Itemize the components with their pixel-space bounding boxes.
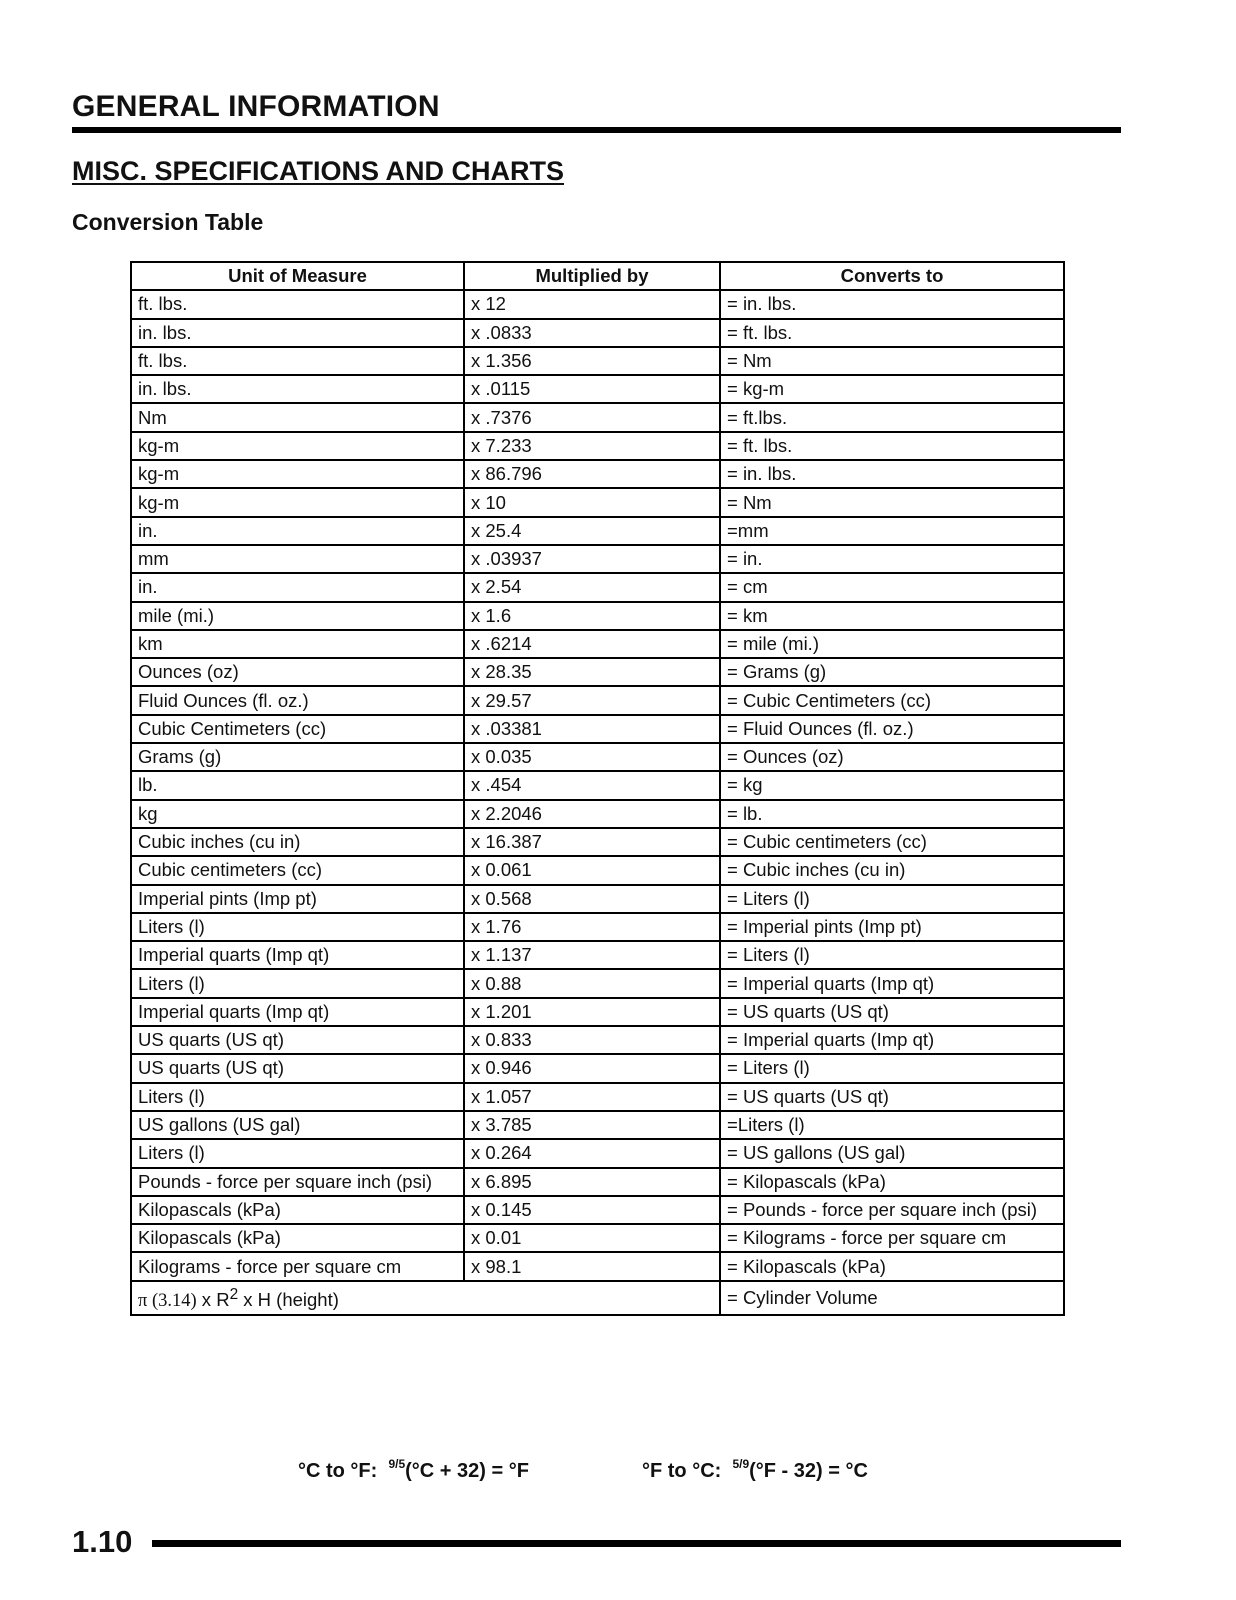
table-cell: in. [131, 573, 464, 601]
table-cell: = Kilopascals (kPa) [720, 1252, 1064, 1280]
c-to-f-formula [298, 1457, 529, 1483]
table-cell: x 0.833 [464, 1026, 720, 1054]
table-cell: Kilograms - force per square cm [131, 1252, 464, 1280]
table-cell: x .03381 [464, 715, 720, 743]
table-cell: x 16.387 [464, 828, 720, 856]
conversion-table [130, 261, 1065, 1316]
table-cell: = Liters (l) [720, 885, 1064, 913]
table-body [131, 290, 1064, 1315]
table-row [131, 743, 1064, 771]
table-cell: x 28.35 [464, 658, 720, 686]
table-row [131, 1281, 1064, 1315]
table-cell: kg-m [131, 432, 464, 460]
table-cell: = Liters (l) [720, 1054, 1064, 1082]
table-cell: Imperial quarts (Imp qt) [131, 941, 464, 969]
table-cell: = in. lbs. [720, 460, 1064, 488]
table-cell: Liters (l) [131, 1083, 464, 1111]
table-cell: = kg [720, 771, 1064, 799]
table-cell: kg [131, 800, 464, 828]
table-cell: x 2.54 [464, 573, 720, 601]
table-row [131, 1083, 1064, 1111]
table-cell: Ounces (oz) [131, 658, 464, 686]
table-row [131, 969, 1064, 997]
table-cell: x 1.137 [464, 941, 720, 969]
table-cell: = Cylinder Volume [720, 1281, 1064, 1315]
table-row [131, 828, 1064, 856]
table-cell: x 7.233 [464, 432, 720, 460]
formula-label: °F to °C: [642, 1460, 722, 1482]
table-row [131, 998, 1064, 1026]
table-cell: x .0115 [464, 375, 720, 403]
table-cell: x 0.061 [464, 856, 720, 884]
table-cell: = Fluid Ounces (fl. oz.) [720, 715, 1064, 743]
table-row [131, 432, 1064, 460]
table-cell: x 1.76 [464, 913, 720, 941]
table-cell: x 0.88 [464, 969, 720, 997]
table-cell: =mm [720, 517, 1064, 545]
table-row [131, 602, 1064, 630]
table-cell: = US quarts (US qt) [720, 1083, 1064, 1111]
table-row [131, 375, 1064, 403]
column-header: Unit of Measure [131, 262, 464, 290]
table-cell: = Pounds - force per square inch (psi) [720, 1196, 1064, 1224]
f-to-c-formula [642, 1457, 868, 1483]
table-cell: Imperial pints (Imp pt) [131, 885, 464, 913]
table-cell: =Liters (l) [720, 1111, 1064, 1139]
table-row [131, 941, 1064, 969]
table-cell: Liters (l) [131, 969, 464, 997]
table-cell: Liters (l) [131, 913, 464, 941]
table-cell: Kilopascals (kPa) [131, 1196, 464, 1224]
table-cell: = in. lbs. [720, 290, 1064, 318]
table-cell: x 0.01 [464, 1224, 720, 1252]
table-cell: x 2.2046 [464, 800, 720, 828]
table-row [131, 800, 1064, 828]
table-cell: x 0.264 [464, 1139, 720, 1167]
table-cell: = Imperial quarts (Imp qt) [720, 1026, 1064, 1054]
table-cell: Cubic centimeters (cc) [131, 856, 464, 884]
table-row [131, 460, 1064, 488]
table-row [131, 1111, 1064, 1139]
table-cell: = Imperial quarts (Imp qt) [720, 969, 1064, 997]
table-row [131, 885, 1064, 913]
table-cell: x 6.895 [464, 1168, 720, 1196]
table-cell: = Imperial pints (Imp pt) [720, 913, 1064, 941]
table-cell: US gallons (US gal) [131, 1111, 464, 1139]
pi-symbol: π (3.14) [138, 1290, 197, 1311]
table-cell: = lb. [720, 800, 1064, 828]
table-cell: km [131, 630, 464, 658]
table-row [131, 545, 1064, 573]
footer-rule [152, 1540, 1121, 1547]
exponent: 2 [229, 1285, 239, 1303]
table-cell: = Kilograms - force per square cm [720, 1224, 1064, 1252]
table-cell: x 1.057 [464, 1083, 720, 1111]
table-cell: Cubic inches (cu in) [131, 828, 464, 856]
table-cell: = Cubic inches (cu in) [720, 856, 1064, 884]
table-cell: = ft. lbs. [720, 319, 1064, 347]
table-cell: x 12 [464, 290, 720, 318]
table-row [131, 913, 1064, 941]
table-cell: Kilopascals (kPa) [131, 1224, 464, 1252]
table-row [131, 630, 1064, 658]
table-cell: = Nm [720, 347, 1064, 375]
table-cell: x 25.4 [464, 517, 720, 545]
temperature-formulas [0, 1457, 1236, 1487]
table-cell: = US gallons (US gal) [720, 1139, 1064, 1167]
page-number: 1.10 [72, 1524, 133, 1559]
table-row [131, 1252, 1064, 1280]
table-cell: ft. lbs. [131, 290, 464, 318]
table-cell: = US quarts (US qt) [720, 998, 1064, 1026]
header-rule [72, 127, 1121, 133]
table-cell: = Liters (l) [720, 941, 1064, 969]
table-cell: in. [131, 517, 464, 545]
table-cell: = Nm [720, 488, 1064, 516]
table-cell: = ft. lbs. [720, 432, 1064, 460]
table-row [131, 1026, 1064, 1054]
table-cell: = mile (mi.) [720, 630, 1064, 658]
formula-expr: (°C + 32) = °F [405, 1460, 529, 1482]
table-row [131, 403, 1064, 431]
table-cell: = Cubic Centimeters (cc) [720, 686, 1064, 714]
table-row [131, 1139, 1064, 1167]
table-cell: Pounds - force per square inch (psi) [131, 1168, 464, 1196]
table-cell: Grams (g) [131, 743, 464, 771]
table-cell: = Grams (g) [720, 658, 1064, 686]
table-cell: x .454 [464, 771, 720, 799]
table-row [131, 488, 1064, 516]
table-cell: lb. [131, 771, 464, 799]
table-cell: in. lbs. [131, 375, 464, 403]
table-row [131, 771, 1064, 799]
table-cell: ft. lbs. [131, 347, 464, 375]
table-cell: = km [720, 602, 1064, 630]
table-row [131, 290, 1064, 318]
table-cell: Fluid Ounces (fl. oz.) [131, 686, 464, 714]
table-cell: Nm [131, 403, 464, 431]
fraction: 5/9 [732, 1457, 750, 1471]
table-cell: x 1.356 [464, 347, 720, 375]
table-cell: x 98.1 [464, 1252, 720, 1280]
table-cell: = cm [720, 573, 1064, 601]
table-cell: x 10 [464, 488, 720, 516]
table-cell: x 1.6 [464, 602, 720, 630]
table-cell: Liters (l) [131, 1139, 464, 1167]
table-cell: = kg-m [720, 375, 1064, 403]
table-cell: x 0.035 [464, 743, 720, 771]
table-row [131, 658, 1064, 686]
table-cell: = Cubic centimeters (cc) [720, 828, 1064, 856]
table-cell: = in. [720, 545, 1064, 573]
table-cell: Cubic Centimeters (cc) [131, 715, 464, 743]
table-cell: x .7376 [464, 403, 720, 431]
table-row [131, 347, 1064, 375]
table-row [131, 573, 1064, 601]
table-cell: x 86.796 [464, 460, 720, 488]
table-cell: mm [131, 545, 464, 573]
table-row [131, 1224, 1064, 1252]
table-cell: kg-m [131, 460, 464, 488]
table-row [131, 856, 1064, 884]
table-cell: = Kilopascals (kPa) [720, 1168, 1064, 1196]
table-cell: x 0.145 [464, 1196, 720, 1224]
table-cell: in. lbs. [131, 319, 464, 347]
section-title: MISC. SPECIFICATIONS AND CHARTS [72, 156, 565, 186]
formula-part: x R [196, 1288, 230, 1310]
table-cell: x 3.785 [464, 1111, 720, 1139]
table-cell: x 0.568 [464, 885, 720, 913]
chapter-title: GENERAL INFORMATION [72, 90, 440, 123]
table-cell: US quarts (US qt) [131, 1054, 464, 1082]
table-row [131, 1168, 1064, 1196]
table-cell: = ft.lbs. [720, 403, 1064, 431]
formula-expr: (°F - 32) = °C [749, 1460, 868, 1482]
column-header: Converts to [720, 262, 1064, 290]
formula-label: °C to °F: [298, 1460, 378, 1482]
formula-part: x H (height) [238, 1288, 339, 1310]
table-cell: x 1.201 [464, 998, 720, 1026]
table-cell: x .03937 [464, 545, 720, 573]
table-cell: x 29.57 [464, 686, 720, 714]
table-cell: US quarts (US qt) [131, 1026, 464, 1054]
cylinder-formula-cell [131, 1281, 720, 1315]
table-title: Conversion Table [72, 209, 264, 235]
table-cell: = Ounces (oz) [720, 743, 1064, 771]
table-row [131, 1196, 1064, 1224]
table-row [131, 715, 1064, 743]
table-cell: mile (mi.) [131, 602, 464, 630]
table-cell: x 0.946 [464, 1054, 720, 1082]
table-row [131, 1054, 1064, 1082]
table-header-row [131, 262, 1064, 290]
table-cell: kg-m [131, 488, 464, 516]
table-cell: x .0833 [464, 319, 720, 347]
table-cell: x .6214 [464, 630, 720, 658]
fraction: 9/5 [388, 1457, 406, 1471]
column-header: Multiplied by [464, 262, 720, 290]
table-row [131, 686, 1064, 714]
table-row [131, 517, 1064, 545]
table-row [131, 319, 1064, 347]
table-cell: Imperial quarts (Imp qt) [131, 998, 464, 1026]
